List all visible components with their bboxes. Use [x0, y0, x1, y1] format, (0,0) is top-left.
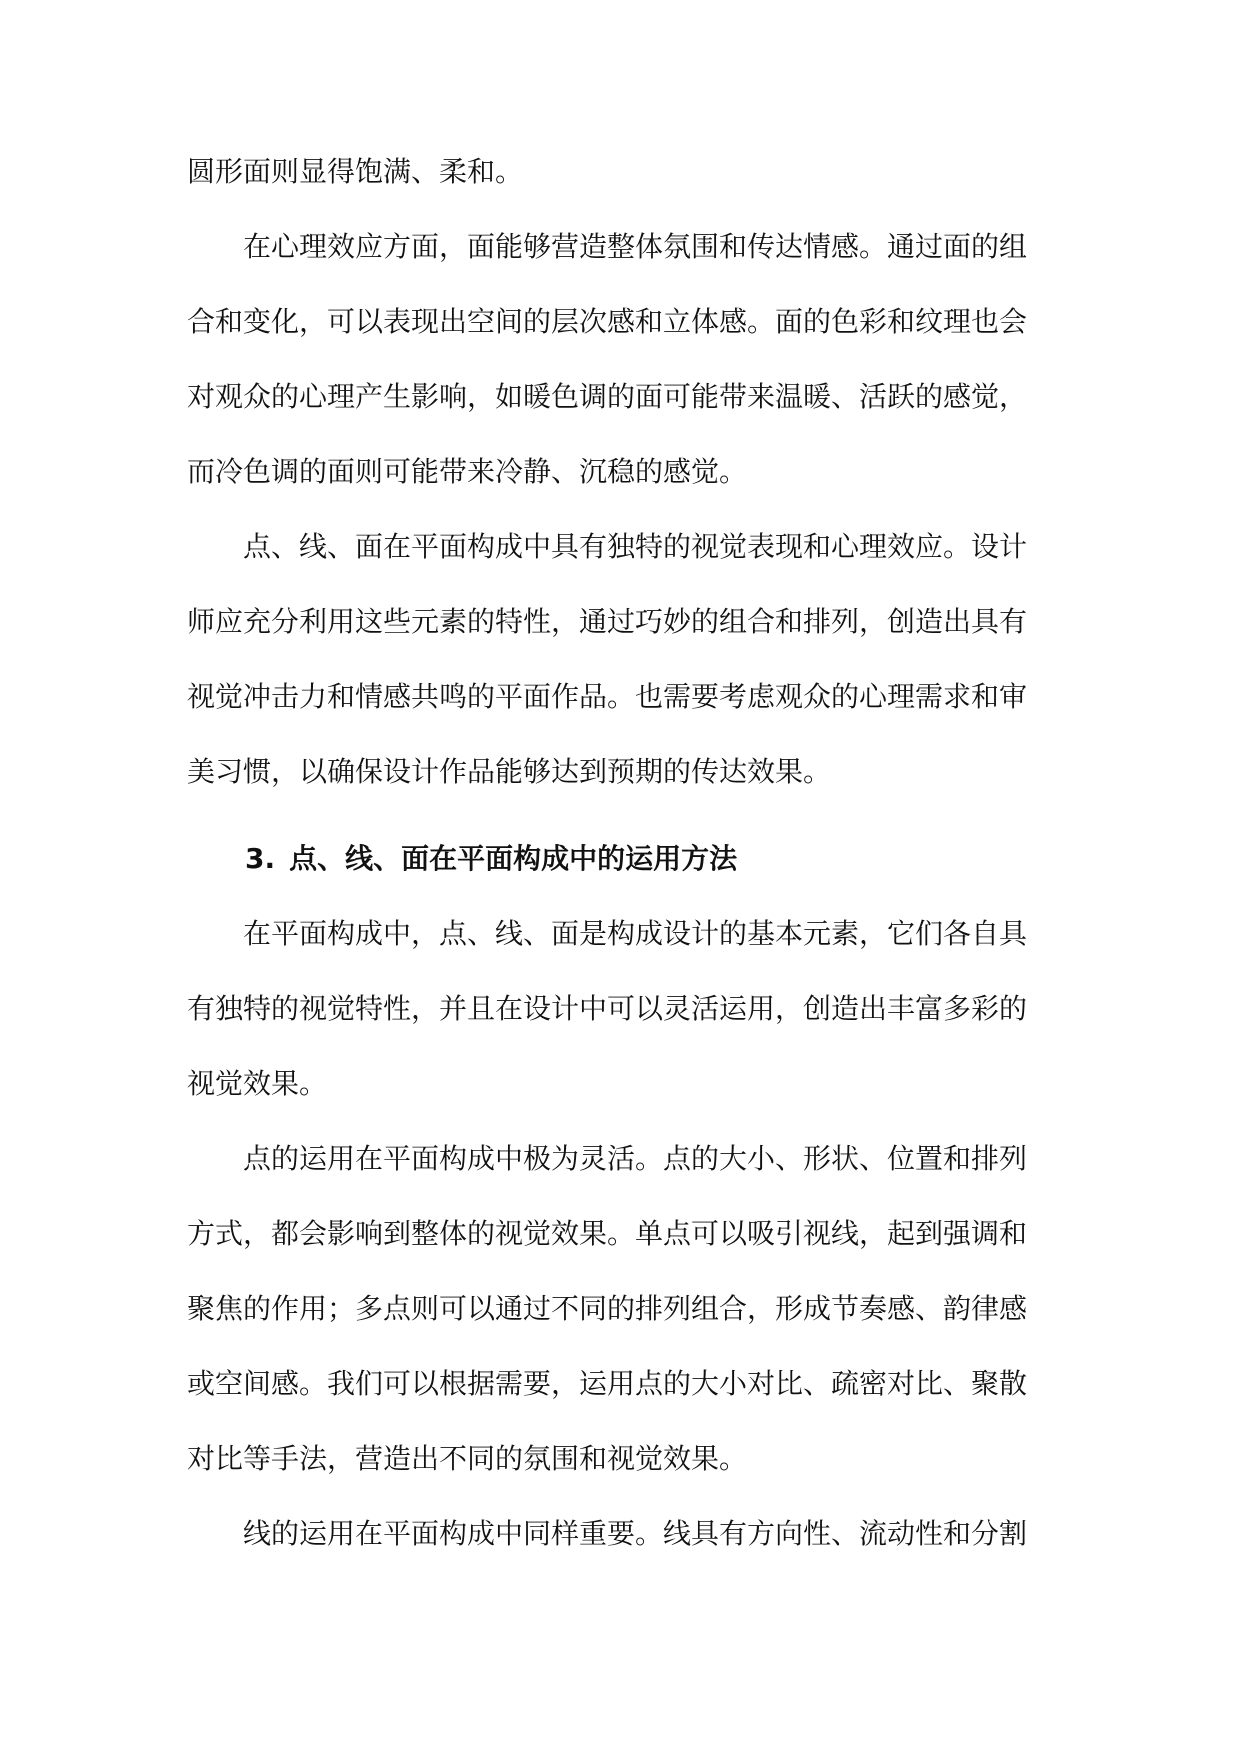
text-line: 或空间感。我们可以根据需要，运用点的大小对比、疏密对比、聚散 — [187, 1367, 1028, 1400]
text-line: 在心理效应方面，面能够营造整体氛围和传达情感。通过面的组 — [243, 230, 1028, 263]
text-line: 师应充分利用这些元素的特性，通过巧妙的组合和排列，创造出具有 — [187, 605, 1028, 638]
paragraph-point-usage — [187, 1127, 1057, 1502]
text-line: 而冷色调的面则可能带来冷静、沉稳的感觉。 — [187, 455, 748, 488]
text-line: 点、线、面在平面构成中具有独特的视觉表现和心理效应。设计 — [243, 530, 1028, 563]
paragraph-basic-elements — [187, 902, 1057, 1127]
text-line: 有独特的视觉特性，并且在设计中可以灵活运用，创造出丰富多彩的 — [187, 992, 1028, 1025]
section-number: 3. — [245, 842, 276, 875]
text-line: 聚焦的作用；多点则可以通过不同的排列组合，形成节奏感、韵律感 — [187, 1292, 1028, 1325]
section-title: 点、线、面在平面构成中的运用方法 — [289, 842, 738, 875]
document-body — [187, 140, 1057, 1577]
text-line: 线的运用在平面构成中同样重要。线具有方向性、流动性和分割 — [243, 1517, 1028, 1550]
section-heading — [187, 827, 1057, 902]
paragraph-circle-surface — [187, 140, 1057, 215]
text-line: 方式，都会影响到整体的视觉效果。单点可以吸引视线，起到强调和 — [187, 1217, 1028, 1250]
text-line: 对观众的心理产生影响，如暖色调的面可能带来温暖、活跃的感觉， — [187, 380, 1028, 413]
text-line: 美习惯，以确保设计作品能够达到预期的传达效果。 — [187, 755, 832, 788]
text-line: 合和变化，可以表现出空间的层次感和立体感。面的色彩和纹理也会 — [187, 305, 1028, 338]
text-line: 在平面构成中，点、线、面是构成设计的基本元素，它们各自具 — [243, 917, 1028, 950]
paragraph-psychological-effect — [187, 215, 1057, 515]
text-line: 对比等手法，营造出不同的氛围和视觉效果。 — [187, 1442, 748, 1475]
text-line: 视觉效果。 — [187, 1067, 328, 1100]
paragraph-line-usage — [187, 1502, 1057, 1577]
paragraph-summary — [187, 515, 1057, 815]
text-line: 点的运用在平面构成中极为灵活。点的大小、形状、位置和排列 — [243, 1142, 1028, 1175]
text-line: 视觉冲击力和情感共鸣的平面作品。也需要考虑观众的心理需求和审 — [187, 680, 1028, 713]
text-line: 圆形面则显得饱满、柔和。 — [187, 155, 524, 188]
